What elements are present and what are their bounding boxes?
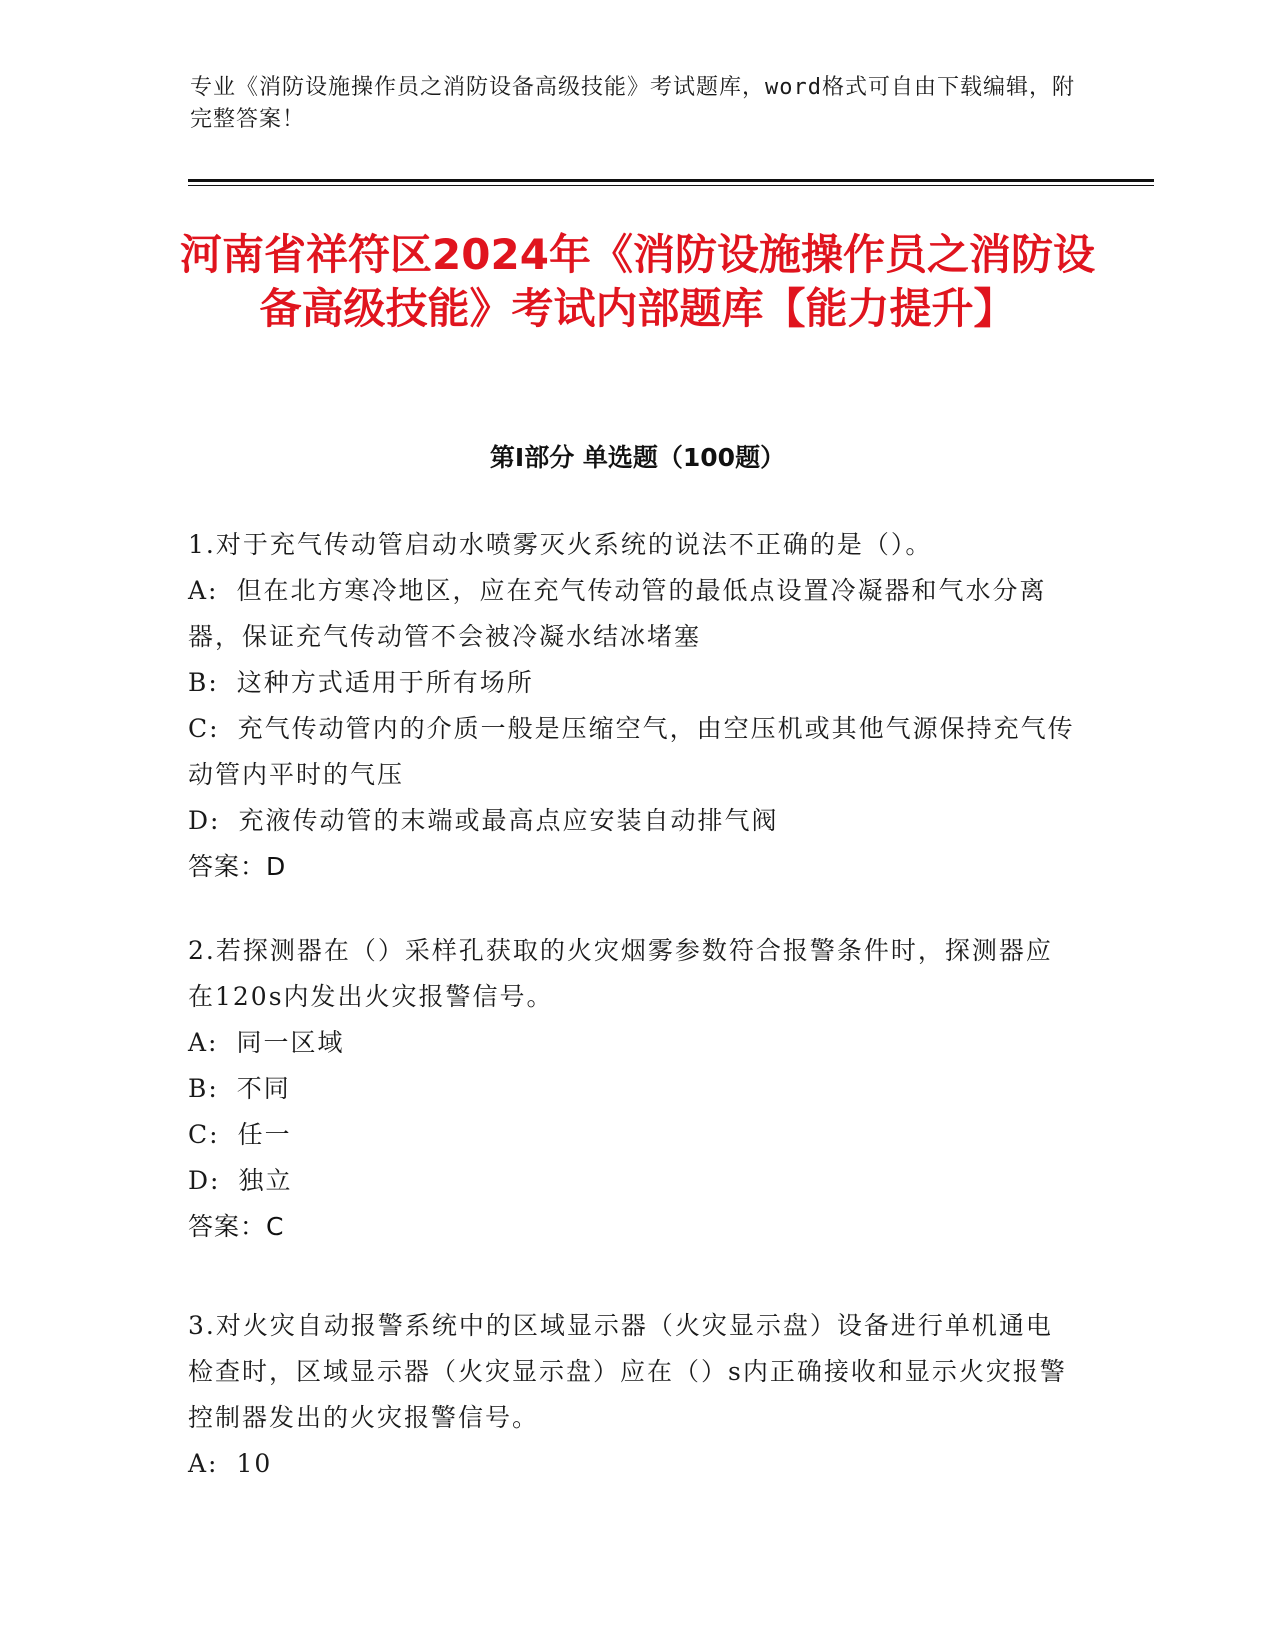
- answer-line: 答案：D: [188, 852, 287, 881]
- option-text: 这种方式适用于所有场所: [236, 668, 534, 697]
- option-label: A:: [188, 1449, 219, 1478]
- option-label: D:: [188, 806, 221, 835]
- question-stem: 1.对于充气传动管启动水喷雾灭火系统的说法不正确的是（）。: [188, 530, 933, 559]
- header-divider-thin: [188, 185, 1154, 186]
- option-text: 充气传动管内的介质一般是压缩空气，由空压机或其他气源保持充气传动管内平时的气压: [188, 714, 1075, 789]
- option-c: [188, 706, 1078, 798]
- option-label: A:: [188, 576, 219, 605]
- option-text: 充液传动管的末端或最高点应安装自动排气阀: [238, 806, 779, 835]
- header-divider-thick: [188, 179, 1154, 182]
- option-d: [188, 1158, 1078, 1204]
- option-a: [188, 568, 1078, 660]
- option-label: D:: [188, 1166, 221, 1195]
- option-text: 不同: [236, 1074, 291, 1103]
- question-block: [188, 522, 1078, 890]
- option-text: 但在北方寒冷地区，应在充气传动管的最低点设置冷凝器和气水分离器，保证充气传动管不会被冷凝水结冰堵塞: [188, 576, 1047, 651]
- option-text: 10: [236, 1449, 273, 1478]
- question-block: [188, 1303, 1078, 1487]
- question-block: [188, 928, 1078, 1250]
- option-text: 同一区域: [236, 1028, 345, 1057]
- option-a: [188, 1441, 1078, 1487]
- option-c: [188, 1112, 1078, 1158]
- option-text: 独立: [238, 1166, 293, 1195]
- option-b: [188, 1066, 1078, 1112]
- option-d: [188, 798, 1078, 844]
- answer-line: 答案：C: [188, 1212, 285, 1241]
- question-stem: 3.对火灾自动报警系统中的区域显示器（火灾显示盘）设备进行单机通电检查时，区域显示器（火灾显示盘）应在（）s内正确接收和显示火灾报警控制器发出的火灾报警信号。: [188, 1311, 1067, 1432]
- option-text: 任一: [237, 1120, 292, 1149]
- document-title: 河南省祥符区2024年《消防设施操作员之消防设备高级技能》考试内部题库【能力提升】: [180, 230, 1095, 333]
- question-stem: 2.若探测器在（）采样孔获取的火灾烟雾参数符合报警条件时，探测器应在120s内发出火灾报警信号。: [188, 936, 1053, 1011]
- option-a: [188, 1020, 1078, 1066]
- document-header-note: 专业《消防设施操作员之消防设备高级技能》考试题库，word格式可自由下载编辑，附完整答案！: [190, 75, 1075, 132]
- option-label: B:: [188, 668, 219, 697]
- option-label: A:: [188, 1028, 219, 1057]
- option-label: C:: [188, 714, 220, 743]
- section-heading: 第Ⅰ部分 单选题（100题）: [489, 443, 786, 472]
- option-b: [188, 660, 1078, 706]
- option-label: C:: [188, 1120, 220, 1149]
- option-label: B:: [188, 1074, 219, 1103]
